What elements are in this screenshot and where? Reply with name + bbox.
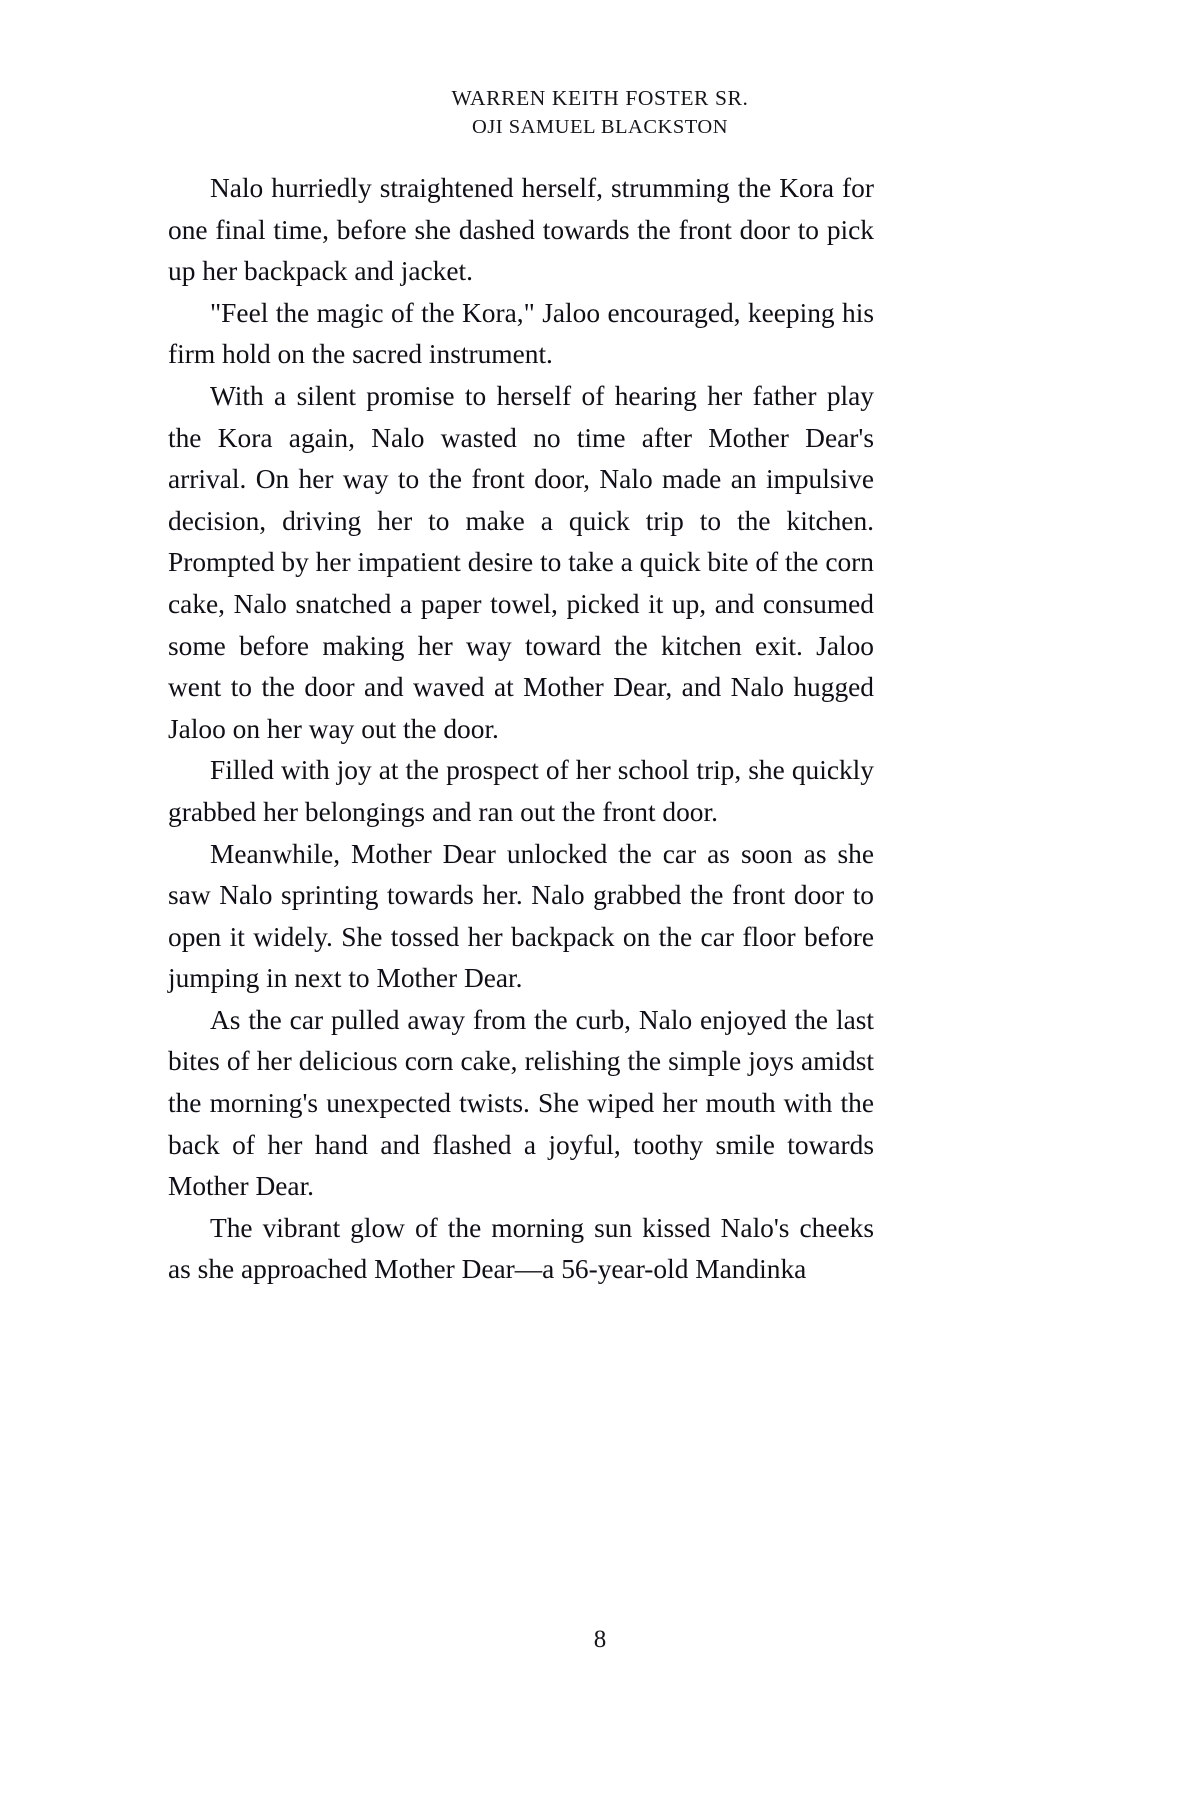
paragraph: As the car pulled away from the curb, Nalo enjoyed the last bites of her delicious corn cake, relishing the simple joys amidst the morning's unexpected twists. She wiped her mouth with the back of her hand and flashed a joyful, toothy smile towards Mother Dear.	[168, 1004, 874, 1202]
paragraph: Nalo hurriedly straightened herself, strumming the Kora for one final time, before she dashed towards the front door to pick up her backpack and jacket.	[168, 173, 874, 287]
body-text-block	[168, 168, 874, 1291]
running-head-author-line: WARREN KEITH FOSTER SR.	[451, 86, 749, 110]
page-number: 8	[593, 1626, 607, 1653]
paragraph: Filled with joy at the prospect of her school trip, she quickly grabbed her belongings and ran out the front door.	[168, 755, 874, 827]
paragraph: "Feel the magic of the Kora," Jaloo encouraged, keeping his firm hold on the sacred instrument.	[168, 297, 874, 370]
paragraph: With a silent promise to herself of hearing her father play the Kora again, Nalo wasted no time after Mother Dear's arrival. On her way to the front door, Nalo made an impulsive decision, driving her to make a quick trip to the kitchen. Prompted by her impatient desire to take a quick bite of the corn cake, Nalo snatched a paper towel, picked it up, and consumed some before making her way toward the kitchen exit. Jaloo went to the door and waved at Mother Dear, and Nalo hugged Jaloo on her way out the door.	[168, 380, 874, 744]
paragraph: Meanwhile, Mother Dear unlocked the car as soon as she saw Nalo sprinting towards her. Nalo grabbed the front door to open it widely. She tossed her backpack on the car floor before jumping in next to Mother Dear.	[168, 838, 874, 994]
running-head	[0, 84, 1200, 142]
paragraph: The vibrant glow of the morning sun kissed Nalo's cheeks as she approached Mother Dear—a 56-year-old Mandinka	[168, 1212, 874, 1285]
running-head-coauthor-line: OJI SAMUEL BLACKSTON	[471, 116, 729, 138]
